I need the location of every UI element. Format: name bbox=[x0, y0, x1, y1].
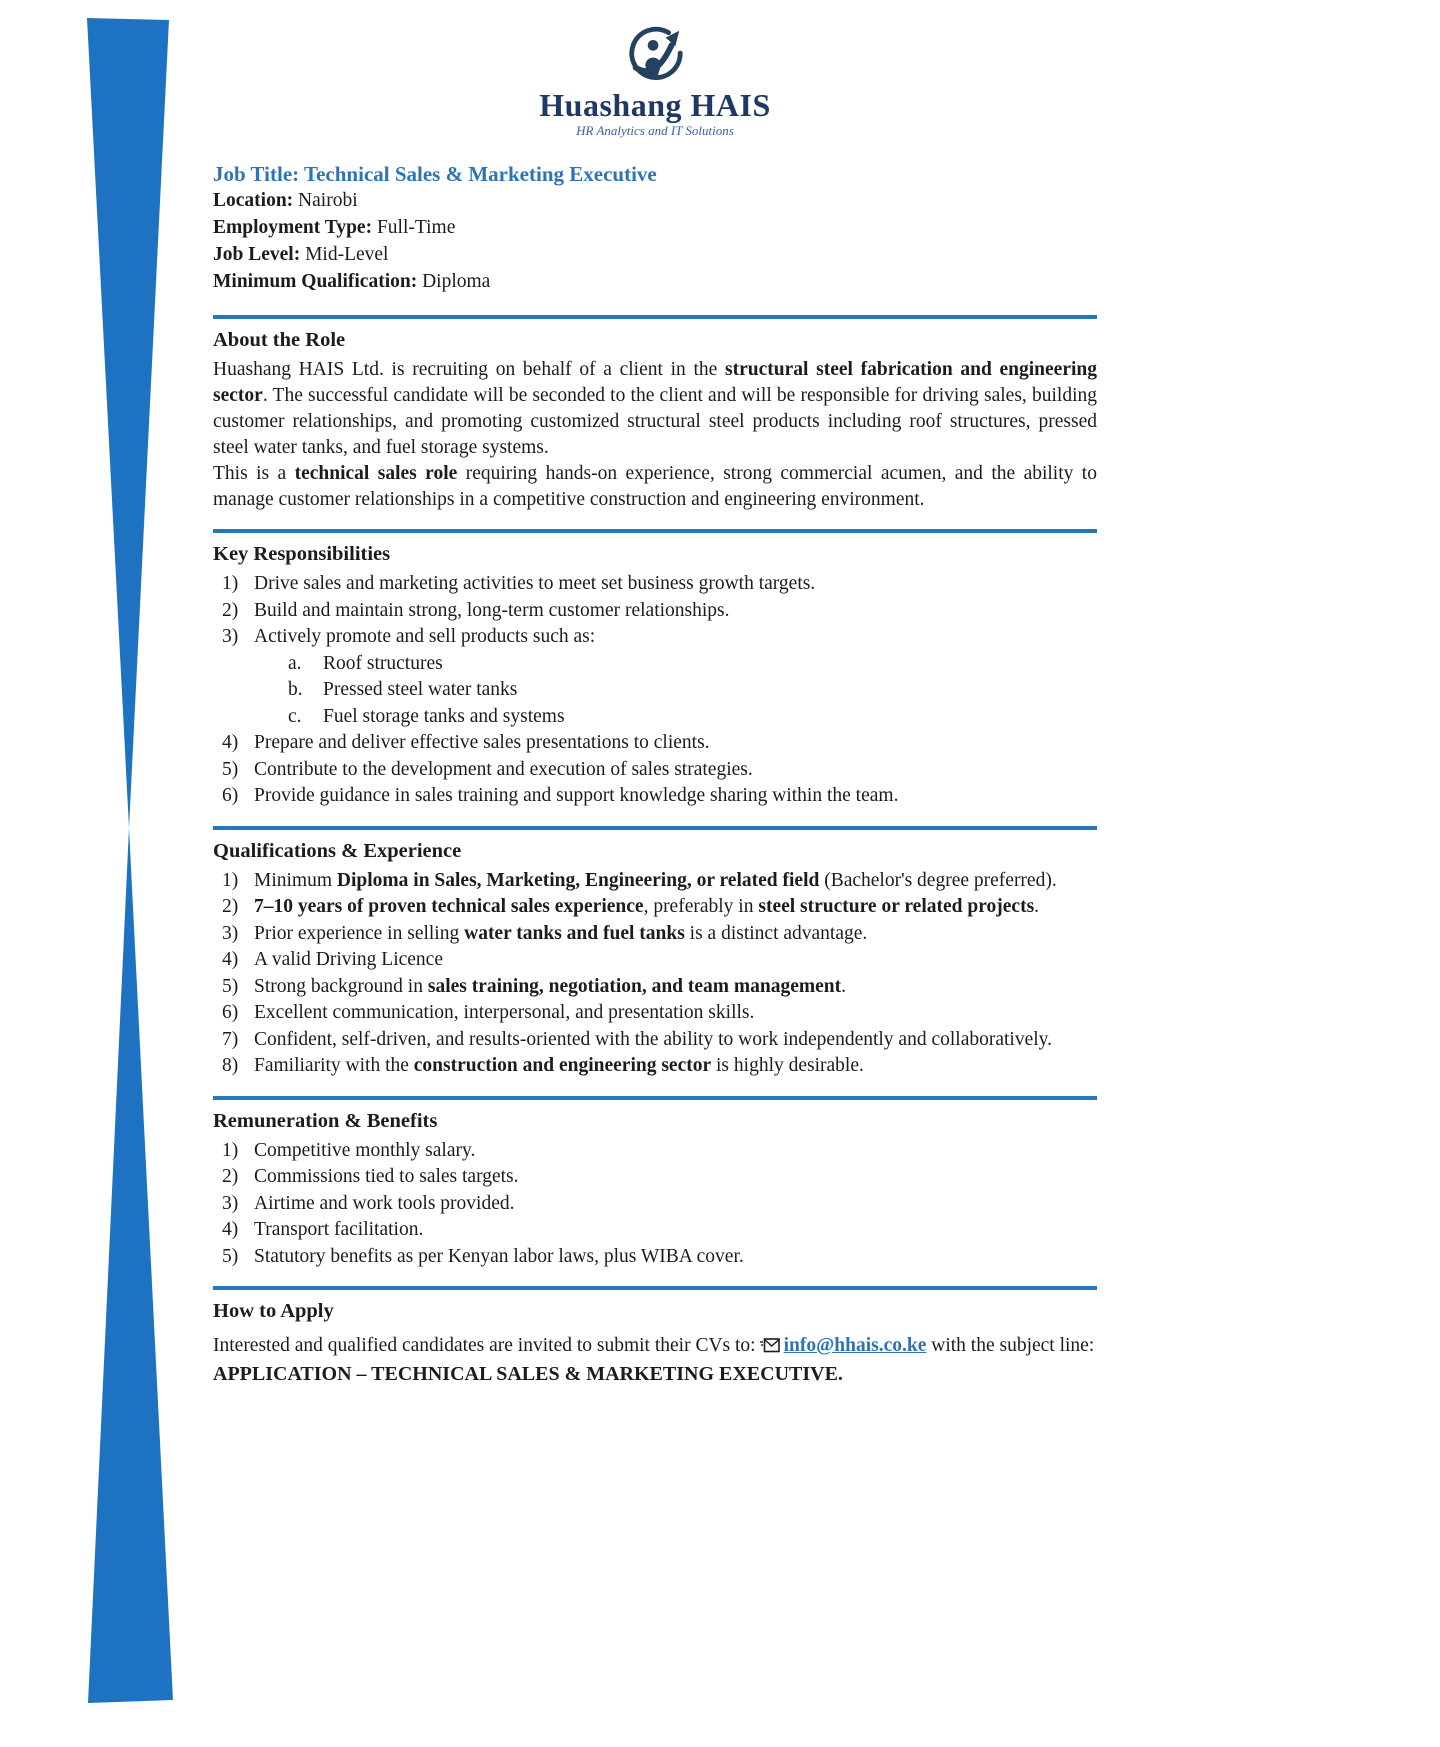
list-item bbox=[213, 947, 1097, 974]
about-paragraph-1: Huashang HAIS Ltd. is recruiting on behalf of a client in the structural steel fabrication and engineering sector. The successful candidate will be seconded to the client and will be responsible for driving sales, building customer relationships, and promoting customized structural steel products including roof structures, pressed steel water tanks, and fuel storage systems. bbox=[213, 359, 1098, 458]
item-text: Build and maintain strong, long-term customer relationships. bbox=[254, 599, 730, 621]
email-link[interactable]: info@hhais.co.ke bbox=[783, 1335, 927, 1356]
logo-tagline: HR Analytics and IT Solutions bbox=[576, 123, 734, 138]
list-item bbox=[213, 921, 1097, 948]
apply-intro: Interested and qualified candidates are invited to submit their CVs to: bbox=[213, 1335, 756, 1356]
person-growth-arrow-circle-icon bbox=[624, 24, 686, 86]
apply-outro: with the subject line: bbox=[926, 1335, 1095, 1356]
email-icon bbox=[760, 1334, 780, 1361]
item-text: Competitive monthly salary. bbox=[254, 1139, 476, 1161]
item-number: 1) bbox=[222, 1139, 239, 1161]
meta-location bbox=[213, 187, 1097, 214]
meta-label: Location: bbox=[213, 190, 299, 211]
subject-line: APPLICATION – TECHNICAL SALES & MARKETING EXECUTIVE. bbox=[213, 1363, 843, 1385]
item-text: Drive sales and marketing activities to meet set business growth targets. bbox=[254, 573, 816, 594]
item-text: Prior experience in selling water tanks and fuel tanks is a distinct advantage. bbox=[254, 922, 868, 944]
list-item bbox=[213, 1027, 1097, 1054]
section-divider bbox=[213, 529, 1097, 533]
item-number: 4) bbox=[222, 949, 239, 970]
list-item bbox=[213, 974, 1097, 1001]
list-item bbox=[213, 783, 1097, 810]
meta-label: Minimum Qualification: bbox=[213, 271, 423, 292]
item-text: Strong background in sales training, negotiation, and team management. bbox=[254, 975, 847, 997]
meta-job-level bbox=[213, 241, 1097, 268]
item-text: Statutory benefits as per Kenyan labor laws, plus WIBA cover. bbox=[254, 1245, 744, 1267]
logo-wordmark: Huashang HAIS bbox=[539, 87, 771, 123]
list-item bbox=[213, 624, 1097, 651]
item-number: 5) bbox=[222, 975, 239, 997]
job-title-value: Technical Sales & Marketing Executive bbox=[304, 162, 657, 186]
item-number: 3) bbox=[222, 1192, 239, 1214]
meta-value: Nairobi bbox=[298, 190, 358, 211]
item-number: 8) bbox=[222, 1055, 239, 1076]
list-item bbox=[213, 598, 1097, 625]
meta-label: Employment Type: bbox=[213, 217, 377, 238]
item-number: 6) bbox=[222, 1002, 239, 1023]
item-text: Contribute to the development and execution of sales strategies. bbox=[254, 758, 753, 780]
list-item bbox=[213, 571, 1097, 598]
about-heading: About the Role bbox=[213, 329, 346, 351]
item-number: 1) bbox=[222, 869, 239, 891]
item-text: Fuel storage tanks and systems bbox=[323, 705, 565, 727]
list-item bbox=[213, 1217, 1097, 1244]
item-letter: a. bbox=[288, 652, 302, 674]
item-number: 7) bbox=[222, 1028, 239, 1050]
list-item bbox=[213, 868, 1097, 895]
item-number: 5) bbox=[222, 1245, 239, 1267]
apply-heading: How to Apply bbox=[213, 1300, 334, 1322]
item-text: Pressed steel water tanks bbox=[323, 679, 518, 700]
document-body bbox=[213, 0, 1097, 1388]
qualifications-heading: Qualifications & Experience bbox=[213, 839, 462, 862]
item-text: Prepare and deliver effective sales presentations to clients. bbox=[254, 732, 710, 753]
company-logo bbox=[213, 24, 1097, 139]
list-item bbox=[213, 757, 1097, 784]
item-number: 3) bbox=[222, 922, 239, 944]
item-text: Minimum Diploma in Sales, Marketing, Engineering, or related field (Bachelor's degree preferred). bbox=[254, 869, 1057, 891]
section-divider bbox=[213, 1096, 1097, 1100]
list-sub-item bbox=[213, 704, 1097, 731]
item-text: Familiarity with the construction and engineering sector is highly desirable. bbox=[254, 1055, 864, 1076]
job-title-label: Job Title: bbox=[213, 162, 305, 186]
item-number: 2) bbox=[222, 896, 239, 917]
item-number: 2) bbox=[222, 1166, 239, 1187]
meta-value: Full-Time bbox=[376, 217, 456, 238]
item-number: 6) bbox=[222, 785, 239, 806]
item-text: Excellent communication, interpersonal, and presentation skills. bbox=[254, 1002, 755, 1023]
meta-label: Job Level: bbox=[213, 244, 306, 265]
list-item bbox=[213, 1138, 1097, 1165]
item-text: Transport facilitation. bbox=[254, 1219, 424, 1240]
item-number: 4) bbox=[222, 1219, 239, 1240]
item-text: Airtime and work tools provided. bbox=[254, 1192, 515, 1214]
remuneration-heading: Remuneration & Benefits bbox=[213, 1109, 438, 1132]
list-item bbox=[213, 1191, 1097, 1218]
meta-value: Diploma bbox=[422, 271, 491, 292]
list-item bbox=[213, 894, 1097, 921]
apply-paragraph bbox=[213, 1332, 1097, 1361]
about-paragraph-2: This is a technical sales role requiring hands-on experience, strong commercial acumen, and the ability to manage customer relationships in a competitive construction and engineering environment. bbox=[213, 463, 1097, 510]
section-divider bbox=[213, 315, 1097, 319]
item-text: Provide guidance in sales training and support knowledge sharing within the team. bbox=[254, 785, 899, 806]
item-text: Confident, self-driven, and results-oriented with the ability to work independently and collaboratively. bbox=[254, 1028, 1053, 1050]
item-text: Actively promote and sell products such as: bbox=[254, 626, 596, 647]
item-number: 2) bbox=[222, 599, 239, 621]
list-item bbox=[213, 1164, 1097, 1191]
meta-employment-type bbox=[213, 214, 1097, 241]
item-text: Roof structures bbox=[323, 652, 443, 674]
list-sub-item bbox=[213, 651, 1097, 678]
section-divider bbox=[213, 826, 1097, 830]
list-sub-item bbox=[213, 677, 1097, 704]
section-divider bbox=[213, 1286, 1097, 1290]
meta-value: Mid-Level bbox=[305, 244, 389, 265]
item-text: A valid Driving Licence bbox=[254, 949, 443, 970]
list-item bbox=[213, 1053, 1097, 1080]
list-item bbox=[213, 1244, 1097, 1271]
item-letter: b. bbox=[288, 679, 303, 700]
item-text: 7–10 years of proven technical sales experience, preferably in steel structure or related projects. bbox=[254, 896, 1040, 917]
item-number: 5) bbox=[222, 758, 239, 780]
job-title-line bbox=[213, 161, 1097, 187]
left-accent-shape bbox=[0, 0, 200, 1710]
list-item bbox=[213, 730, 1097, 757]
item-number: 4) bbox=[222, 732, 239, 753]
meta-minimum-qualification bbox=[213, 268, 1097, 295]
item-text: Commissions tied to sales targets. bbox=[254, 1166, 519, 1187]
item-letter: c. bbox=[288, 705, 302, 727]
item-number: 1) bbox=[222, 573, 239, 594]
item-number: 3) bbox=[222, 626, 239, 647]
list-item bbox=[213, 1000, 1097, 1027]
responsibilities-heading: Key Responsibilities bbox=[213, 543, 391, 565]
